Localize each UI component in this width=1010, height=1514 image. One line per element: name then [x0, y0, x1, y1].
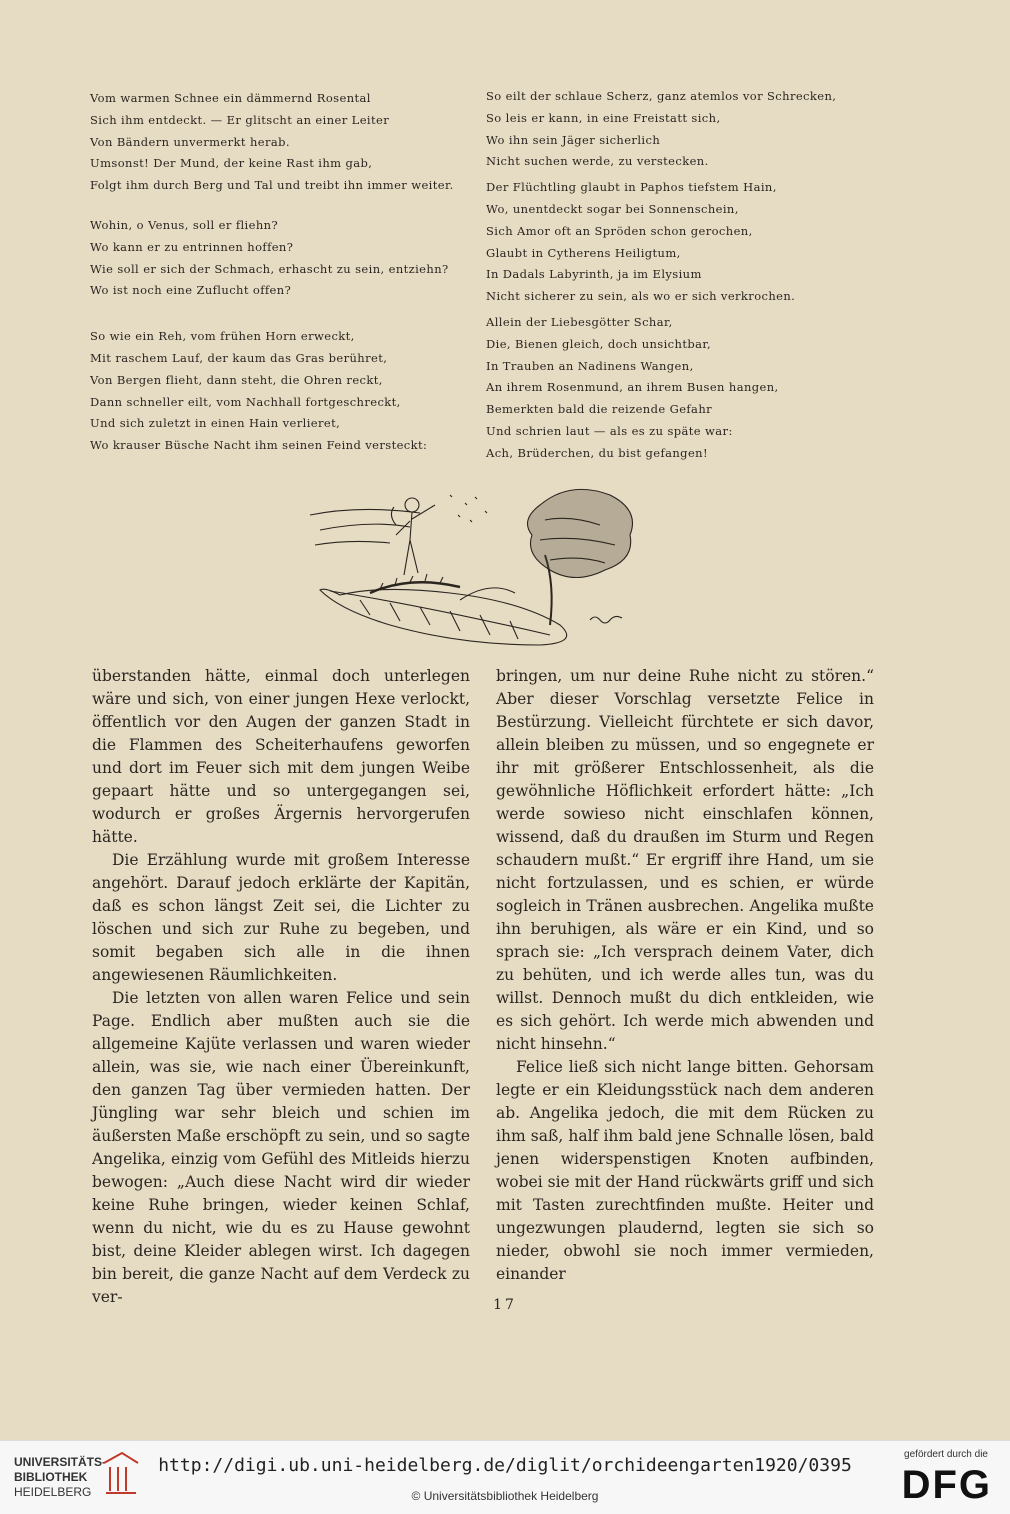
library-logo-line: HEIDELBERG — [14, 1485, 92, 1499]
poem-line: Und schrien laut — als es zu späte war: — [486, 423, 733, 438]
poem-line: Glaubt in Cytherens Heiligtum, — [486, 245, 681, 260]
poem-line: Wo krauser Büsche Nacht ihm seinen Feind versteckt: — [90, 438, 428, 453]
poem-line: Mit raschem Lauf, der kaum das Gras berühret, — [90, 350, 388, 365]
poem-line: Wo ihn sein Jäger sicherlich — [486, 132, 661, 147]
poem-line: Von Bergen flieht, dann steht, die Ohren reckt, — [90, 372, 383, 387]
poem-line: Nicht sicherer zu sein, als wo er sich verkrochen. — [486, 289, 796, 304]
poem-right-column — [486, 86, 836, 465]
poem-line: Wo kann er zu entrinnen hoffen? — [90, 239, 294, 254]
poem-line: So leis er kann, in eine Freistatt sich, — [486, 110, 721, 125]
paragraph: Felice ließ sich nicht lange bitten. Gehorsam legte er ein Kleidungsstück nach dem anderen ab. Angelika jedoch, die mit dem Rücken zu ihm saß, half ihm bald jene Schnalle lösen, bald jenen widerspenstigen Knoten aufbinden, wobei sie mit der Hand rückwärts griff und sich mit Tasten zurechtfinden mußte. Heiter und ungezwungen plaudernd, legten sie sich so nieder, obwohl sie noch immer vermieden, einander — [496, 1058, 874, 1283]
poem-line: Vom warmen Schnee ein dämmernd Rosental — [90, 91, 371, 105]
prose-left-column — [92, 665, 470, 1309]
poem-line: Wohin, o Venus, soll er fliehn? — [90, 217, 279, 232]
poem-line: Allein der Liebesgötter Schar, — [486, 314, 673, 329]
funding-note: gefördert durch die — [904, 1449, 988, 1460]
poem-line: Wie soll er sich der Schmach, erhascht zu sein, entziehn? — [90, 261, 449, 276]
poem-line: An ihrem Rosenmund, an ihrem Busen hangen, — [486, 380, 779, 395]
paragraph: bringen, um nur deine Ruhe nicht zu stören.“ Aber dieser Vorschlag versetzte Felice in Bestürzung. Vielleicht fürchtete er sich davor, allein bleiben zu müssen, und so engegnete er ihr mit größerer Entschlossenheit, als die gewöhnliche Höflichkeit erfordert hätte: „Ich werde sowieso nicht einschlafen können, wissend, daß du draußen im Sturm und Regen schaudern mußt.“ Er ergriff ihre Hand, um sie nicht fortzulassen, und es schien, er würde sogleich in Tränen ausbrechen. Angelika mußte ihn beruhigen, als wäre er ein Kind, und so sprach sie: „Ich versprach deinem Vater, dich zu behüten, und ich werde alles tun, was du willst. Dennoch mußt du dich entkleiden, wie es sich gehört. Ich werde mich abwenden und nicht hinsehn.“ — [496, 667, 874, 1053]
poem-line: Nicht suchen werde, zu verstecken. — [486, 154, 709, 169]
poem-line: Bemerkten bald die reizende Gefahr — [486, 402, 713, 417]
poem-left-column — [90, 88, 454, 457]
poem-line: So wie ein Reh, vom frühen Horn erweckt, — [90, 329, 355, 344]
paragraph: Die Erzählung wurde mit großem Interesse angehört. Darauf jedoch erklärte der Kapitän, daß es schon längst Zeit sei, die Lichter zu löschen und sich zur Ruhe zu begeben, und somit begaben sich alle in die ihnen angewiesenen Räumlichkeiten. — [92, 851, 470, 984]
poem-line: Folgt ihm durch Berg und Tal und treibt ihn immer weiter. — [90, 178, 454, 193]
paragraph: Die letzten von allen waren Felice und sein Page. Endlich aber mußten auch sie die allgemeine Kajüte verlassen und waren wieder allein, was sie, wie nach einer Übereinkunft, den ganzen Tag über vermieden hatten. Der Jüngling war sehr bleich und schien im äußersten Maße erschöpft zu sein, und so sagte Angelika, einzig vom Gefühl des Mitleids hierzu bewogen: „Auch diese Nacht wird dir wieder keine Ruhe bringen, wieder keinen Schlaf, wenn du nicht, wie du es zu Hause gewohnt bist, deine Kleider ablegen wirst. Ich dagegen bin bereit, die ganze Nacht auf dem Verdeck zu ver- — [92, 989, 470, 1306]
poem-line: Und sich zuletzt in einen Hain verlieret, — [90, 416, 341, 431]
paragraph: überstanden hätte, einmal doch unterlegen wäre und sich, von einer jungen Hexe verlockt, öffentlich vor den Augen der ganzen Stadt in die Flammen des Scheiterhaufens geworfen und dort im Feuer sich mit dem jungen Weibe gepaart hätte und so untergegangen sei, wodurch er großes Ärgernis hervorgerufen hätte. — [92, 667, 470, 846]
prose-right-column — [496, 665, 874, 1286]
dfg-logo[interactable]: DFG — [901, 1463, 992, 1507]
page-number: 17 — [493, 1297, 517, 1313]
poem-line: In Trauben an Nadinens Wangen, — [486, 358, 694, 373]
poem-line: Von Bändern unvermerkt herab. — [90, 134, 290, 149]
poem-line: Der Flüchtling glaubt in Paphos tiefstem Hain, — [486, 180, 777, 195]
copyright-notice: © Universitätsbibliothek Heidelberg — [411, 1489, 599, 1503]
poem-line: Ach, Brüderchen, du bist gefangen! — [486, 445, 708, 460]
cupid-on-leaf-vignette — [300, 475, 650, 655]
library-logo-line: UNIVERSITÄTS- — [14, 1455, 107, 1469]
poem-line: In Dadals Labyrinth, ja im Elysium — [486, 267, 702, 282]
poem-line: Umsonst! Der Mund, der keine Rast ihm gab, — [90, 156, 373, 171]
poem-line: Wo, unentdeckt sogar bei Sonnenschein, — [486, 201, 739, 216]
library-logo-line: BIBLIOTHEK — [14, 1470, 88, 1484]
poem-line: Wo ist noch eine Zuflucht offen? — [90, 283, 292, 298]
poem-line: Die, Bienen gleich, doch unsichtbar, — [486, 336, 712, 351]
poem-line: Sich ihm entdeckt. — Er glitscht an einer Leiter — [90, 112, 390, 127]
poem-line: So eilt der schlaue Scherz, ganz atemlos vor Schrecken, — [486, 89, 837, 103]
poem-line: Dann schneller eilt, vom Nachhall fortgeschreckt, — [90, 394, 401, 409]
permalink-url[interactable]: http://digi.ub.uni-heidelberg.de/diglit/orchideengarten1920/0395 — [158, 1455, 852, 1476]
poem-line: Sich Amor oft an Spröden schon gerochen, — [486, 223, 753, 238]
viewer-footer — [0, 1440, 1010, 1514]
